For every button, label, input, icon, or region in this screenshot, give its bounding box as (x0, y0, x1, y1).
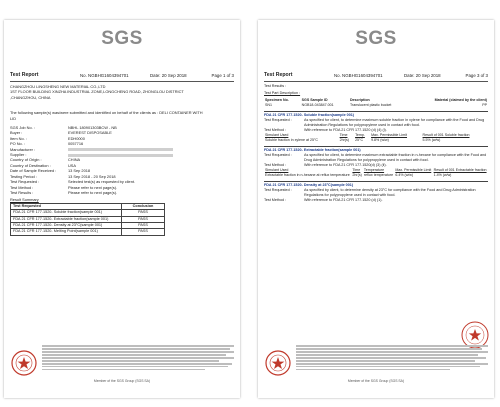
client-line: ,CHANGZHOU, CHINA (10, 94, 51, 100)
result-table: Simulant Used Time Temperature Max. Permissible Limit Result of 001 Extractable fraction Extractable fraction in n-hexane at reflux temperature 2hr(s) reflux temperature 6.4% (w/w) 1.4% (w/w) (265, 168, 487, 177)
report-number: No. NGBHG1604394701 (80, 73, 129, 78)
method-row: Test Method : With reference to FDA 21 CFR 177.1520 (d) (1). (264, 198, 383, 202)
field-row: Testing Period : 13 Sep 2018 - 20 Sep 2018 (10, 173, 116, 179)
report-date: Date: 20 Sep 2018 (150, 73, 187, 78)
report-page-3 (258, 20, 494, 398)
result-table: Simulant Used Time Temp. Max. Permissible Limit Result of 001 Soluble fraction Soluble fraction in xylene at 25°C 2hr(s) 25°C 9.8% (w/w) 5.5% (w/w) (264, 133, 488, 143)
table-row: FDA 21 CFR 177.1520- Density at 23°C(sample 001) PASS (11, 222, 165, 228)
report-body (10, 84, 234, 236)
field-row: PO No. : 0057716 (10, 141, 84, 147)
summary-table: Test Requested Conclusion FDA 21 CFR 177.1520- Soluble fraction(sample 001) PASS FDA 21 CFR 177.1520- Extractable fraction(sample 001) PASS FDA 21 CFR 177.1520- Density at 23°C(sample 001) PASS FDA 21 CFR 177.1520- Melting Point(sample 001) PASS (10, 203, 165, 236)
report-footer (264, 345, 488, 385)
field-row: Supplier : (10, 152, 234, 157)
legal-text (42, 345, 234, 372)
report-body (264, 84, 488, 203)
client-line: 1ST FLOOR BUILDING XINZHA INDUSTRIAL ZONE,LONGCHENG ROAD, ZHONGLOU DISTRICT (10, 89, 184, 95)
specimen-table: Specimen No. SGS Sample ID Description Material (claimed by the client) SN1 NGB18-043847.001 Translucent plastic bucket PP (265, 98, 487, 107)
intro-line: The following sample(s) was/were submitted and identified on behalf of the clients as : DELI CONTAINER WITH (10, 110, 203, 116)
table-row: FDA 21 CFR 177.1520- Melting Point(sample 001) PASS (11, 229, 165, 235)
report-title: Test Report (10, 72, 39, 78)
field-row: Date of Sample Received : 13 Sep 2018 (10, 168, 91, 174)
field-row: Item No. : EDH0000 (10, 135, 85, 141)
desc-label: Test Part Description : (264, 91, 301, 95)
legal-text (296, 345, 488, 372)
report-header (10, 72, 234, 82)
results-label: Test Results : (264, 84, 287, 88)
intro-line: LID (10, 115, 17, 121)
report-page-1 (4, 20, 240, 398)
page-indicator: Page 3 of 3 (465, 73, 488, 78)
field-row: Test Method : Please refer to next page(s). (10, 184, 118, 190)
table-row: SN1 NGB18-043847.001 Translucent plastic bucket PP (265, 103, 487, 107)
requested-row: Test Requested : As specified for client, to determine maximum soluble fraction in xylene for compliance with the Food and Drug Administration Regulations for polypropylene used in contact with food. (264, 118, 485, 127)
table-row: FDA 21 CFR 177.1520- Soluble fraction(sample 001) PASS (11, 210, 165, 216)
seal-icon (10, 349, 38, 377)
field-row: Country of Origin : CHINA (10, 157, 81, 163)
method-row: Test Method : With reference to FDA 21 CFR 177.1520 (d) (4) (i). (264, 128, 387, 132)
requested-row: Test Requested : As specified for client, to determine maximum extractable fraction in n-hexane for compliance with the Food and Drug Administration Regulations for polypropylene used in contact with food. (264, 153, 487, 162)
field-row: Buyer : EVEREST DISPOSABLE (10, 130, 112, 136)
field-row: Test Requested : Selected test(s) as requested by client. (10, 179, 136, 185)
table-row: Extractable fraction in n-hexane at reflux temperature 2hr(s) reflux temperature 6.4% (w/w) 1.4% (w/w) (265, 173, 452, 177)
sgs-logo: SGS (101, 28, 143, 49)
report-date: Date: 20 Sep 2018 (404, 73, 441, 78)
summary-title: Result Summary (10, 197, 39, 203)
section-title: FDA 21 CFR 177.1520- Extractable fraction(sample 001) (264, 146, 488, 153)
sgs-logo: SGS (355, 28, 397, 49)
section-title: FDA 21 CFR 177.1520- Density at 23°C(sample 001) (264, 181, 488, 188)
page-indicator: Page 1 of 3 (211, 73, 234, 78)
report-title: Test Report (264, 72, 293, 78)
report-number: No. NGBHG1604394701 (334, 73, 383, 78)
client-line: CHANGZHOU LINGSHENG NEW MATERIAL CO.,LTD (10, 84, 106, 89)
report-header (264, 72, 488, 82)
member-note: Member of the SGS Group (SGS SA) (93, 379, 151, 383)
field-row: Country of Destination : USA (10, 162, 76, 168)
redacted-value (68, 154, 173, 157)
table-row: Soluble fraction in xylene at 25°C 2hr(s) 25°C 9.8% (w/w) 5.5% (w/w) (265, 138, 441, 142)
section-title: FDA 21 CFR 177.1520- Soluble fraction(sample 001) (264, 111, 488, 118)
table-row: FDA 21 CFR 177.1520- Extractable fraction(sample 001) PASS (11, 216, 165, 222)
field-row: Manufacturer : (10, 147, 234, 152)
method-row: Test Method : With reference to FDA 21 CFR 177.1520(d) (3) (ii). (264, 163, 387, 167)
seal-icon (264, 349, 292, 377)
field-row: SGS Job No. : NBHL 180901303BCW - NB (10, 125, 117, 131)
field-row: Test Results : Please refer to next page(s). (10, 189, 118, 195)
redacted-value (68, 148, 173, 151)
requested-row: Test Requested : As specified by client, to determine density at 23°C for compliance with the Food and Drug Administration Regulations for polypropylene used in contact with food. (264, 188, 476, 197)
member-note: Member of the SGS Group (SGS SA) (347, 379, 405, 383)
report-footer (10, 345, 234, 385)
